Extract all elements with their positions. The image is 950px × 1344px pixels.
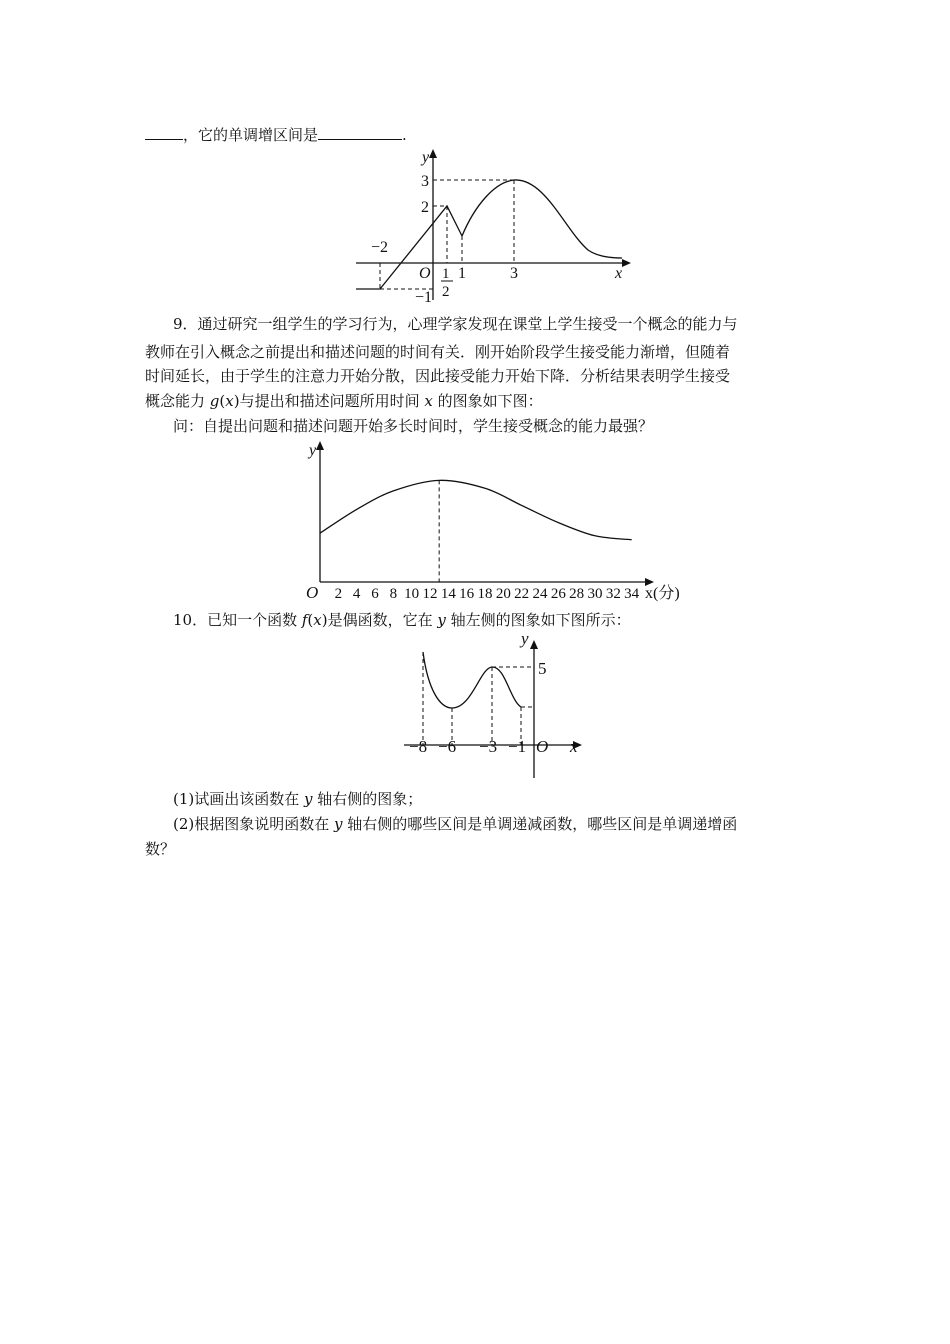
chart2-y-label: y [309, 442, 317, 459]
q10-sub2-cont: 数？ [145, 840, 176, 858]
q8-tail-period: . [402, 126, 407, 144]
q9-line4-b: ( [219, 392, 226, 410]
q10-sub2-a: (2)根据图象说明函数在 [173, 815, 335, 833]
q10-sub1 [173, 789, 422, 809]
q9-line-1: 9．通过研究一组学生的学习行为，心理学家发现在课堂上学生接受一个概念的能力与 [173, 315, 738, 333]
fig3-ytick-5: 5 [538, 659, 547, 678]
fig3-xtick-neg1: −1 [508, 737, 527, 756]
q9-line-2: 教师在引入概念之前提出和描述问题的时间有关．刚开始阶段学生接受能力渐增，但随着 [145, 343, 731, 361]
q10-var-x: x [313, 611, 322, 629]
fig3-y-arrow [530, 640, 538, 649]
q10-sub1-a: (1)试画出该函数在 [173, 790, 305, 808]
fig1-x-label: x [615, 265, 623, 282]
chart2-xtick-label: 6 [371, 586, 379, 602]
fig1-xtick-3: 3 [510, 265, 518, 282]
chart2-xtick-label: 26 [550, 586, 566, 602]
chart2-xtick-label: 10 [404, 586, 420, 602]
q10-mid: )是偶函数，它在 [321, 611, 438, 629]
q10-paren: ( [307, 611, 314, 629]
q10-sub2 [173, 814, 737, 834]
fig1-half-den: 2 [442, 284, 450, 300]
q9-line4-e: 的图象如下图： [432, 392, 543, 410]
chart2-xtick-label: 12 [422, 586, 438, 602]
q9-line4-c: )与提出和描述问题所用时间 [233, 392, 425, 410]
fig1-half-num: 1 [442, 266, 450, 282]
q10-fn-f: f [301, 611, 308, 629]
q10-yaxis: y [437, 611, 446, 629]
q9-var-x: x [225, 392, 234, 410]
chart2-xtick-label: 16 [459, 586, 475, 602]
chart2-xtick-label: 22 [514, 586, 530, 602]
chart2-xtick-label: 2 [334, 586, 343, 602]
chart2-xtick-label: 8 [389, 586, 398, 602]
chart2-x-label: x(分) [645, 585, 680, 602]
fig3-curve [423, 652, 521, 708]
chart2-origin: O [306, 583, 319, 602]
q10-suffix: 轴左侧的图象如下图所示： [445, 611, 631, 629]
chart2-xtick-label: 4 [352, 586, 361, 602]
chart2-xtick-label: 24 [532, 586, 548, 602]
chart2-xtick-label: 14 [440, 586, 456, 602]
chart2-xtick-label: 30 [587, 586, 603, 602]
chart2-xtick-label: 20 [495, 586, 511, 602]
fig3-origin: O [536, 737, 549, 756]
fig1-ytick-2: 2 [421, 199, 429, 216]
fig1-ytick-neg1: −1 [415, 289, 433, 306]
fig1-y-label: y [422, 149, 430, 166]
q9-line-3: 时间延长，由于学生的注意力开始分散，因此接受能力开始下降．分析结果表明学生接受 [145, 367, 731, 385]
fig3-x-label: x [570, 737, 578, 756]
q9-fn-g: g [209, 392, 220, 410]
fig3-xtick-neg6: −6 [438, 737, 457, 756]
q9-var-x2: x [424, 392, 433, 410]
fig1-ytick-3: 3 [421, 173, 429, 190]
q9-line4-a: 概念能力 [145, 392, 210, 410]
q10-sub1-y: y [304, 790, 313, 808]
q9-question: 问：自提出问题和描述问题开始多长时间时，学生接受概念的能力最强？ [173, 417, 654, 435]
chart2-xtick-label: 32 [605, 586, 621, 602]
chart2-xtick-label: 34 [624, 586, 640, 602]
fig1-xtick-neg2: −2 [371, 239, 389, 256]
q10-sub2-b: 轴右侧的哪些区间是单调递减函数，哪些区间是单调递增函 [342, 815, 738, 833]
q10-prefix: 10．已知一个函数 [173, 611, 302, 629]
q10-sub1-b: 轴右侧的图象； [312, 790, 423, 808]
fig3-xtick-neg3: −3 [479, 737, 498, 756]
fig1-origin: O [419, 265, 431, 282]
q10-sub2-y: y [334, 815, 343, 833]
q8-tail-text: ，它的单调增区间是 [183, 126, 319, 144]
fig3-y-label: y [521, 629, 529, 648]
fig1-xtick-1: 1 [458, 265, 466, 282]
fig3-xtick-neg8: −8 [409, 737, 428, 756]
chart2-xtick-label: 28 [569, 586, 585, 602]
chart2-xtick-label: 18 [477, 586, 493, 602]
